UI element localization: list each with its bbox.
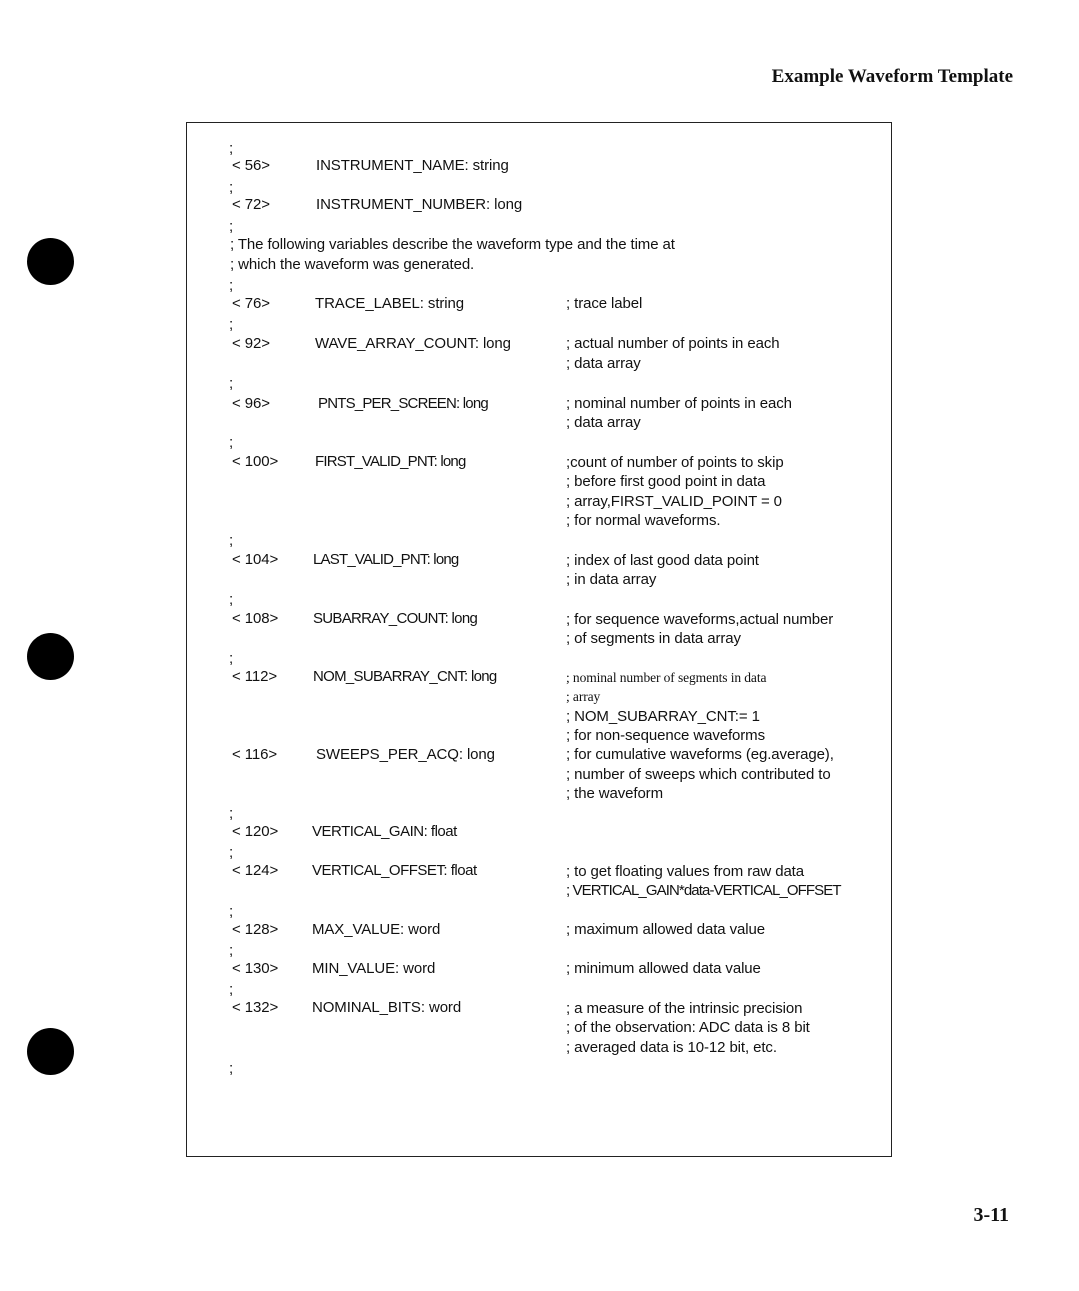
field-declaration: VERTICAL_GAIN: float bbox=[312, 823, 457, 840]
separator-semicolon: ; bbox=[229, 218, 234, 235]
field-declaration: PNTS_PER_SCREEN: long bbox=[318, 395, 488, 412]
separator-semicolon: ; bbox=[229, 277, 234, 294]
field-comment: ; nominal number of points in each bbox=[566, 395, 792, 412]
offset-label: < 128> bbox=[232, 921, 279, 938]
binder-hole-middle bbox=[27, 633, 74, 680]
field-declaration: NOMINAL_BITS: word bbox=[312, 999, 462, 1016]
offset-label: < 56> bbox=[232, 157, 270, 174]
offset-label: < 130> bbox=[232, 960, 279, 977]
page-number: 3-11 bbox=[973, 1204, 1009, 1226]
field-declaration: INSTRUMENT_NAME: string bbox=[316, 157, 509, 174]
field-comment: ; for normal waveforms. bbox=[566, 512, 721, 529]
offset-label: < 100> bbox=[232, 453, 279, 470]
field-declaration: VERTICAL_OFFSET: float bbox=[312, 862, 477, 879]
separator-semicolon: ; bbox=[229, 140, 234, 157]
field-comment: ; for cumulative waveforms (eg.average), bbox=[566, 746, 834, 763]
separator-semicolon: ; bbox=[229, 844, 234, 861]
field-comment: ; index of last good data point bbox=[566, 552, 759, 569]
field-comment: ; actual number of points in each bbox=[566, 335, 780, 352]
separator-semicolon: ; bbox=[229, 981, 234, 998]
separator-semicolon: ; bbox=[229, 903, 234, 920]
binder-hole-bottom bbox=[27, 1028, 74, 1075]
separator-semicolon: ; bbox=[229, 434, 234, 451]
separator-semicolon: ; bbox=[229, 805, 234, 822]
field-comment: ; minimum allowed data value bbox=[566, 960, 761, 977]
offset-label: < 112> bbox=[232, 668, 278, 685]
field-comment: ; before first good point in data bbox=[566, 473, 766, 490]
field-comment: ; array bbox=[566, 689, 601, 704]
separator-semicolon: ; bbox=[229, 1060, 234, 1077]
offset-label: < 96> bbox=[232, 395, 270, 412]
separator-semicolon: ; bbox=[229, 316, 234, 333]
offset-label: < 120> bbox=[232, 823, 279, 840]
field-declaration: FIRST_VALID_PNT: long bbox=[315, 453, 466, 470]
field-declaration: TRACE_LABEL: string bbox=[315, 295, 464, 312]
field-declaration: SUBARRAY_COUNT: long bbox=[313, 610, 478, 627]
offset-label: < 132> bbox=[232, 999, 279, 1016]
separator-semicolon: ; bbox=[229, 942, 234, 959]
section-comment: ; which the waveform was generated. bbox=[230, 256, 475, 273]
offset-label: < 104> bbox=[232, 551, 279, 568]
field-declaration: MIN_VALUE: word bbox=[312, 960, 436, 977]
field-comment: ; for non-sequence waveforms bbox=[566, 727, 765, 744]
field-comment: ; data array bbox=[566, 355, 641, 372]
field-comment: ; of segments in data array bbox=[566, 630, 741, 647]
field-declaration: LAST_VALID_PNT: long bbox=[313, 551, 459, 568]
field-comment: ; maximum allowed data value bbox=[566, 921, 765, 938]
field-comment: ; number of sweeps which contributed to bbox=[566, 766, 831, 783]
field-comment: ; data array bbox=[566, 414, 641, 431]
page-header-title: Example Waveform Template bbox=[771, 66, 1013, 87]
offset-label: < 72> bbox=[232, 196, 270, 213]
field-comment: ; averaged data is 10-12 bit, etc. bbox=[566, 1039, 777, 1056]
field-comment: ; array,FIRST_VALID_POINT = 0 bbox=[566, 493, 782, 510]
offset-label: < 116> bbox=[232, 746, 278, 763]
field-comment: ; nominal number of segments in data bbox=[566, 670, 767, 685]
field-comment: ; VERTICAL_GAIN*data-VERTICAL_OFFSET bbox=[566, 882, 841, 899]
field-declaration: WAVE_ARRAY_COUNT: long bbox=[315, 335, 511, 352]
offset-label: < 76> bbox=[232, 295, 270, 312]
binder-hole-top bbox=[27, 238, 74, 285]
field-comment: ;count of number of points to skip bbox=[566, 454, 784, 471]
offset-label: < 124> bbox=[232, 862, 279, 879]
field-comment: ; a measure of the intrinsic precision bbox=[566, 1000, 803, 1017]
field-comment: ; NOM_SUBARRAY_CNT:= 1 bbox=[566, 708, 760, 725]
field-comment: ; to get floating values from raw data bbox=[566, 863, 804, 880]
field-comment: ; in data array bbox=[566, 571, 657, 588]
separator-semicolon: ; bbox=[229, 375, 234, 392]
field-declaration: INSTRUMENT_NUMBER: long bbox=[316, 196, 523, 213]
separator-semicolon: ; bbox=[229, 650, 234, 667]
offset-label: < 108> bbox=[232, 610, 279, 627]
offset-label: < 92> bbox=[232, 335, 270, 352]
separator-semicolon: ; bbox=[229, 532, 234, 549]
field-declaration: MAX_VALUE: word bbox=[312, 921, 441, 938]
field-comment: ; the waveform bbox=[566, 785, 663, 802]
section-comment: ; The following variables describe the waveform type and the time at bbox=[230, 236, 675, 253]
field-declaration: SWEEPS_PER_ACQ: long bbox=[316, 746, 495, 763]
field-comment: ; of the observation: ADC data is 8 bit bbox=[566, 1019, 810, 1036]
separator-semicolon: ; bbox=[229, 179, 234, 196]
field-comment: ; for sequence waveforms,actual number bbox=[566, 611, 834, 628]
field-comment: ; trace label bbox=[566, 295, 643, 312]
field-declaration: NOM_SUBARRAY_CNT: long bbox=[313, 668, 497, 685]
separator-semicolon: ; bbox=[229, 591, 234, 608]
